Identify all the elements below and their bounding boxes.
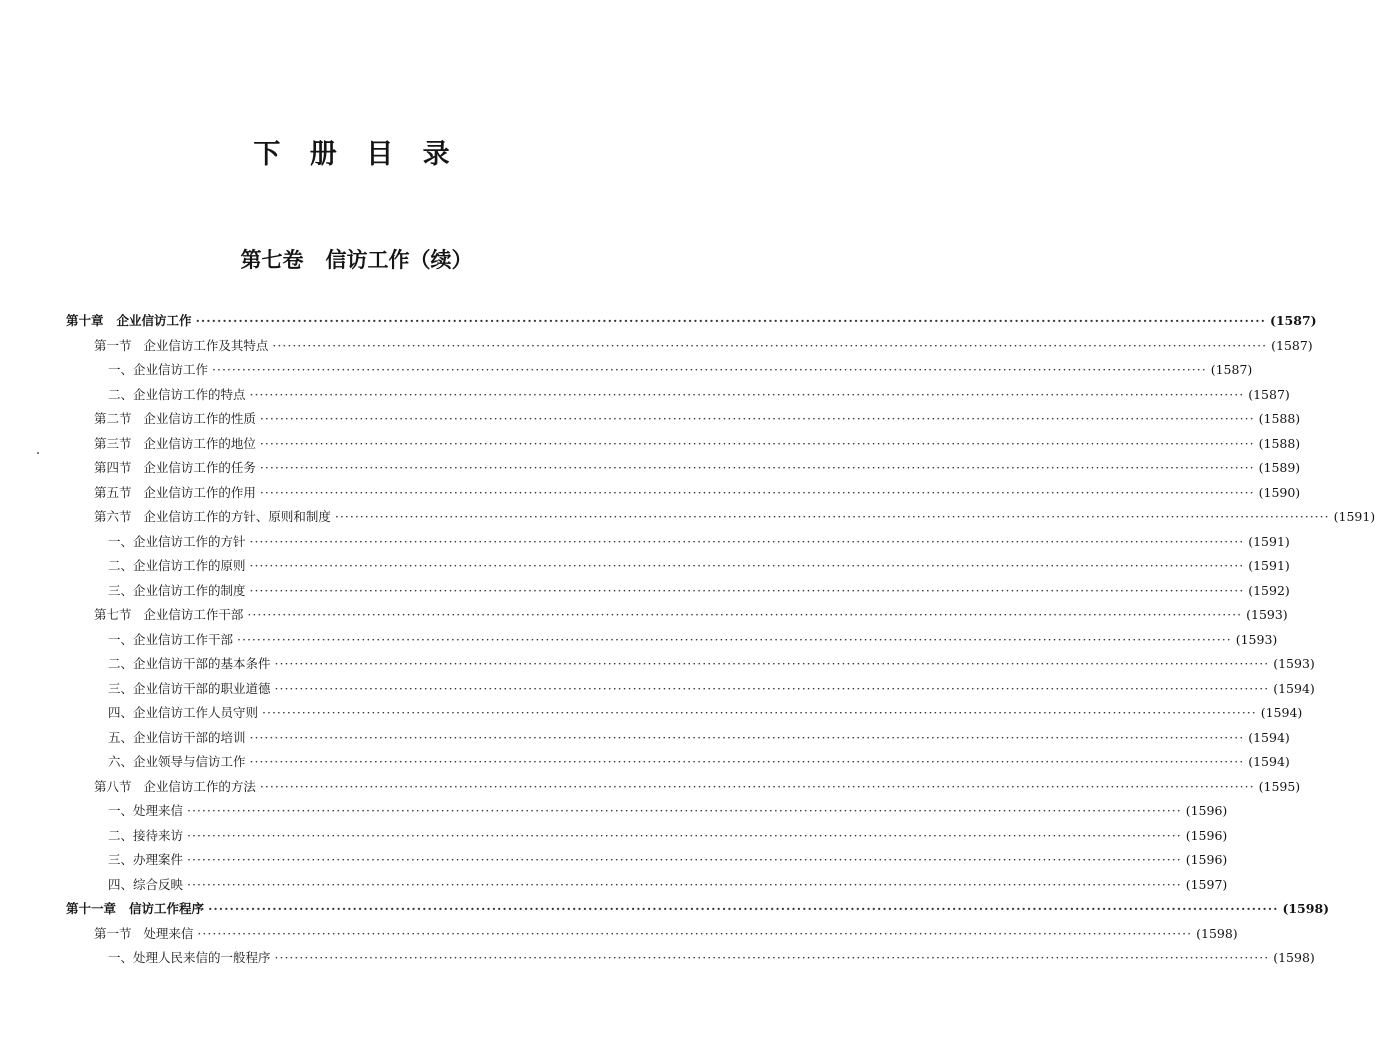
toc-entry-title: 二、企业信访工作的特点: [108, 386, 246, 402]
toc-entry-page: (1596): [1185, 803, 1228, 818]
dot-leader: ········································································································································································································: [259, 778, 1255, 794]
toc-entry-page: (1594): [1248, 729, 1290, 745]
toc-entry: [94, 605, 1288, 629]
dot-leader: ········································································································································································································: [274, 656, 1270, 671]
toc-entry: [108, 948, 1315, 972]
toc-entry-title: 四、企业信访工作人员守则: [108, 705, 259, 720]
toc-entry-title: 第七节 企业信访工作干部: [94, 607, 244, 622]
toc-entry: [108, 654, 1315, 678]
toc-entry-page: (1596): [1185, 827, 1228, 843]
toc-entry-title: 第十一章 信访工作程序: [66, 901, 205, 916]
toc-entry: [108, 875, 1228, 899]
toc-entry-page: (1595): [1258, 778, 1301, 794]
toc-entry-page: (1591): [1248, 533, 1290, 549]
toc-entry-title: 三、办理案件: [108, 852, 184, 867]
toc-entry: [66, 899, 1330, 923]
toc-entry: [94, 458, 1301, 482]
dot-leader: ········································································································································································································: [272, 337, 1268, 353]
toc-entry: [108, 385, 1290, 409]
dot-leader: ········································································································································································································: [187, 852, 1182, 867]
toc-entry-title: 四、综合反映: [108, 876, 184, 892]
toc-entry-title: 第六节 企业信访工作的方针、原则和制度: [94, 509, 331, 524]
toc-entry: [108, 728, 1290, 752]
dot-leader: ········································································································································································································: [197, 925, 1193, 941]
dot-leader: ········································································································································································································: [259, 484, 1255, 500]
toc-entry-title: 六、企业领导与信访工作: [108, 754, 246, 769]
toc-entry: [94, 336, 1313, 360]
dot-leader: ········································································································································································································: [249, 729, 1245, 745]
dot-leader: ········································································································································································································: [212, 362, 1207, 377]
toc-entry-title: 二、企业信访工作的原则: [108, 558, 246, 573]
dot-leader: ········································································································································································································: [262, 705, 1257, 720]
toc-entry: [108, 360, 1253, 384]
toc-entry-page: (1597): [1185, 876, 1228, 892]
toc-entry-page: (1594): [1248, 754, 1290, 769]
toc-entry: [94, 409, 1301, 433]
toc-entry-title: 第五节 企业信访工作的作用: [94, 484, 256, 500]
toc-entry-title: 一、企业信访工作干部: [108, 631, 234, 647]
dot-leader: ········································································································································································································: [334, 509, 1330, 524]
toc-entry: [94, 924, 1238, 948]
toc-entry-page: (1587): [1271, 337, 1313, 353]
dot-leader: ········································································································································································································: [259, 460, 1255, 475]
dot-leader: ········································································································································································································: [187, 803, 1182, 818]
dot-leader: ········································································································································································································: [249, 754, 1245, 769]
toc-entry-title: 二、企业信访干部的基本条件: [108, 656, 271, 671]
dot-leader: ········································································································································································································: [208, 901, 1279, 916]
dot-leader: ········································································································································································································: [249, 386, 1245, 402]
toc-entry-title: 一、处理人民来信的一般程序: [108, 950, 271, 965]
dot-leader: ········································································································································································································: [187, 876, 1182, 892]
toc-entry-page: (1587): [1210, 362, 1253, 377]
toc-entry-page: (1594): [1273, 680, 1315, 696]
toc-entry-page: (1596): [1185, 852, 1228, 867]
toc-entry: [94, 483, 1301, 507]
toc-entry-title: 第二节 企业信访工作的性质: [94, 411, 256, 426]
toc-entry-title: 三、企业信访工作的制度: [108, 582, 246, 598]
toc-entry-page: (1587): [1248, 386, 1290, 402]
toc-entry-page: (1592): [1248, 582, 1290, 598]
toc-entry-title: 二、接待来访: [108, 827, 184, 843]
toc-entry: [108, 703, 1303, 727]
toc-entry-title: 第八节 企业信访工作的方法: [94, 778, 256, 794]
dot-leader: ········································································································································································································: [249, 533, 1245, 549]
dot-leader: ········································································································································································································: [249, 558, 1245, 573]
dot-leader: ········································································································································································································: [259, 435, 1255, 451]
toc-entry: [108, 581, 1290, 605]
toc-entry-title: 第三节 企业信访工作的地位: [94, 435, 256, 451]
dot-leader: ········································································································································································································: [195, 313, 1266, 328]
dot-leader: ········································································································································································································: [274, 950, 1270, 965]
page-title: 下 册 目 录: [253, 139, 460, 170]
toc-entry-page: (1598): [1196, 925, 1238, 941]
toc-entry: [94, 777, 1301, 801]
toc-entry-title: 第四节 企业信访工作的任务: [94, 460, 256, 475]
toc-entry-title: 一、处理来信: [108, 803, 184, 818]
toc-entry: [108, 630, 1278, 654]
toc-entry-page: (1590): [1258, 484, 1301, 500]
toc-entry-page: (1588): [1258, 435, 1301, 451]
toc-entry-page: (1593): [1273, 656, 1315, 671]
dot-leader: ········································································································································································································: [247, 607, 1243, 622]
toc-entry: [108, 556, 1290, 580]
volume-title: 第七卷 信访工作（续）: [240, 248, 473, 272]
toc-entry-title: 一、企业信访工作的方针: [108, 533, 246, 549]
toc-entry-page: (1591): [1333, 509, 1375, 524]
toc-entry-title: 五、企业信访干部的培训: [108, 729, 246, 745]
toc-entry-title: 第一节 企业信访工作及其特点: [94, 337, 269, 353]
toc-entry-page: (1594): [1260, 705, 1303, 720]
toc-entry-page: (1587): [1269, 313, 1317, 328]
toc-entry-page: (1588): [1258, 411, 1301, 426]
toc-entry: [108, 826, 1228, 850]
toc-entry-title: 一、企业信访工作: [108, 362, 209, 377]
toc-entry: [108, 679, 1315, 703]
toc-entry-title: 第十章 企业信访工作: [66, 313, 192, 328]
toc-entry-page: (1593): [1235, 631, 1278, 647]
toc-entry-page: (1598): [1282, 901, 1330, 916]
toc-entry: [94, 507, 1375, 531]
toc-entry-page: (1593): [1246, 607, 1288, 622]
toc-entry: [108, 752, 1290, 776]
dot-leader: ········································································································································································································: [237, 631, 1232, 647]
dot-leader: ········································································································································································································: [249, 582, 1245, 598]
toc-entry-page: (1589): [1258, 460, 1301, 475]
toc-entry: [66, 311, 1317, 335]
toc-entry: [108, 532, 1290, 556]
dot-leader: ········································································································································································································: [187, 827, 1182, 843]
toc-entry: [108, 801, 1228, 825]
toc-entry: [94, 434, 1301, 458]
toc-entry-title: 三、企业信访干部的职业道德: [108, 680, 271, 696]
dot-leader: ········································································································································································································: [259, 411, 1255, 426]
toc-entry-title: 第一节 处理来信: [94, 925, 194, 941]
toc-entry: [108, 850, 1228, 874]
toc-entry-page: (1591): [1248, 558, 1290, 573]
scan-speck: [37, 452, 39, 454]
toc-entry-page: (1598): [1273, 950, 1315, 965]
dot-leader: ········································································································································································································: [274, 680, 1270, 696]
